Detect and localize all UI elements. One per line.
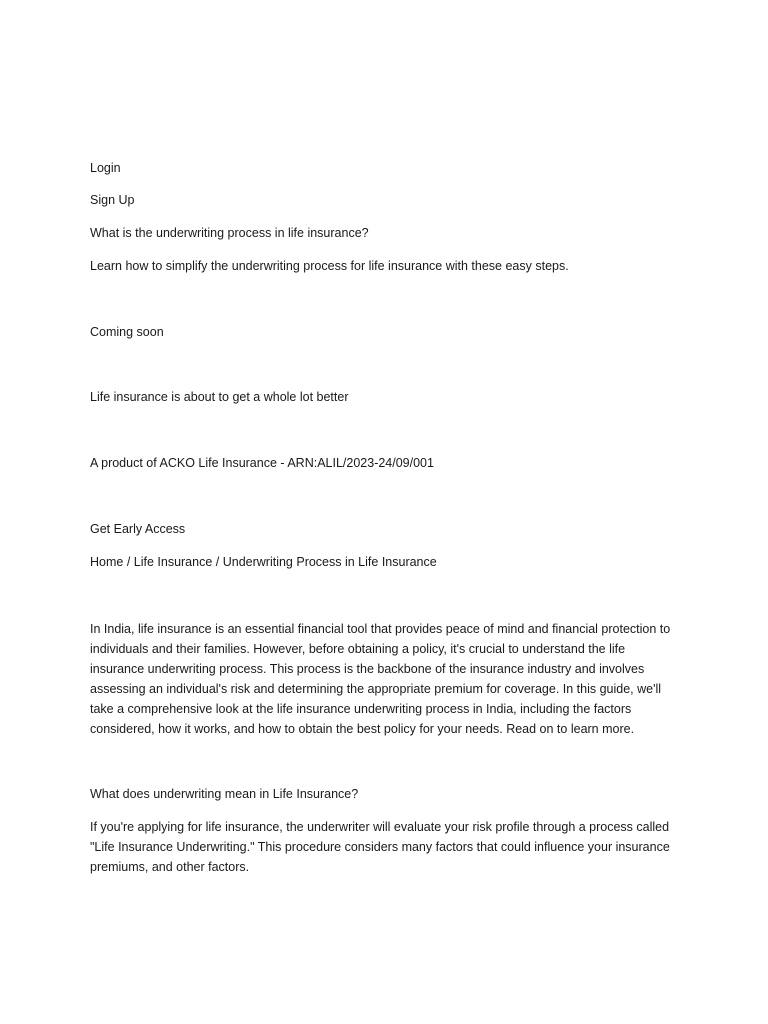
page-title: What is the underwriting process in life insurance? — [90, 226, 369, 240]
breadcrumb-separator: / — [123, 555, 134, 569]
intro-paragraph: In India, life insurance is an essential financial tool that provides peace of mind and financial protection to individuals and their families. However, before obtaining a policy, it's crucial to understand the life insurance underwriting process. This process is the backbone of the insurance industry and involves assessing an individual's risk and determining the appropriate premium for coverage. In this guide, we'll take a comprehensive look at the life insurance underwriting process in India, including the factors considered, how it works, and how to obtain the best policy for your needs. Read on to learn more. — [90, 622, 671, 736]
breadcrumb-home[interactable]: Home — [90, 555, 124, 569]
coming-soon-label: Coming soon — [90, 325, 164, 339]
product-note: A product of ACKO Life Insurance - ARN:ALIL/2023-24/09/001 — [90, 456, 434, 470]
signup-link[interactable]: Sign Up — [90, 193, 135, 207]
section-paragraph: If you're applying for life insurance, the underwriter will evaluate your risk profile through a process called "Life Insurance Underwriting." This procedure considers many factors that could influence your insurance premiums, and other factors. — [90, 820, 670, 874]
breadcrumb-life-insurance[interactable]: Life Insurance — [133, 555, 213, 569]
early-access-button[interactable]: Get Early Access — [90, 522, 186, 536]
promo-tagline: Life insurance is about to get a whole lot better — [90, 390, 349, 404]
login-link[interactable]: Login — [90, 161, 121, 175]
page-subtitle: Learn how to simplify the underwriting process for life insurance with these easy steps. — [90, 259, 569, 273]
breadcrumb-current: Underwriting Process in Life Insurance — [222, 555, 437, 569]
breadcrumb-separator: / — [212, 555, 223, 569]
breadcrumb — [90, 552, 437, 572]
section-heading: What does underwriting mean in Life Insurance? — [90, 787, 359, 801]
